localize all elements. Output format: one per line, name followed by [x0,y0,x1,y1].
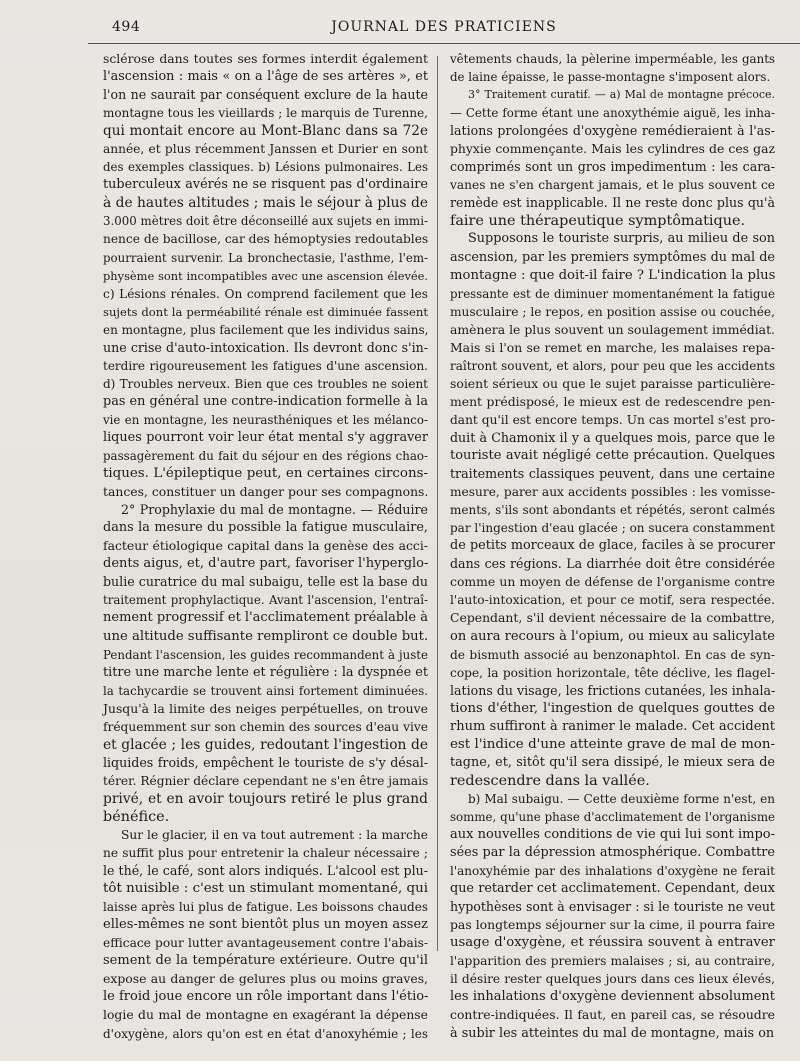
text-line: de petits morceaux de glace, faciles à se procurer [450,538,775,554]
left-column [103,50,428,1043]
text-line: vanes ne s'en chargent jamais, et le plus souvent ce [450,178,775,193]
text-line: cope, la position horizontale, tête déclive, les flagel- [450,665,775,680]
text-line: l'ascension : mais « on a l'âge de ses artères », et [103,69,428,85]
text-line: Jusqu'à la limite des neiges perpétuelles, on trouve [103,700,428,716]
text-line: pressante est de diminuer momentanément la fatigue [450,286,775,301]
text-line: tions d'éther, l'ingestion de quelques gouttes de [450,700,775,716]
text-line: comme un moyen de défense de l'organisme contre [450,574,775,590]
text-line: Supposons le touriste surpris, au milieu de son [468,231,775,247]
text-line: l'anoxyhémie par des inhalations d'oxygène ne ferait [450,864,775,879]
page-header [88,17,800,44]
text-line: une crise d'auto-intoxication. Ils devront donc s'in- [103,339,428,355]
text-line: comprimés sont un gros impedimentum : les cara- [450,159,775,175]
running-title: JOURNAL DES PRATICIENS [331,19,557,35]
text-line: soient sérieux ou que le sujet paraisse particulière- [450,375,775,391]
text-line: expose au danger de gelures plus ou moins graves, [103,971,428,987]
text-line: musculaire ; le repos, en position assise ou couchée, [450,304,775,319]
text-line: b) Mal subaigu. — Cette deuxième forme n'est, en [468,791,775,806]
text-line: le thé, le café, sont alors indiqués. L'alcool est plu- [103,863,428,879]
text-line: titre une marche lente et régulière : la dyspnée et [103,664,428,680]
page-number: 494 [112,19,141,35]
text-line: somme, qu'une phase d'acclimatement de l'organisme [450,809,775,824]
text-line: pourraient survenir. La bronchectasie, l'asthme, l'em- [103,250,428,265]
text-line: Sur le glacier, il en va tout autrement : la marche [121,828,428,843]
text-line: aux nouvelles conditions de vie qui lui sont impo- [450,827,775,843]
text-line: 3.000 mètres doit être déconseillé aux sujets en immi- [103,214,428,229]
text-line: c) Lésions rénales. On comprend facilement que les [103,286,428,301]
text-line: contre-indiquées. Il faut, en pareil cas, se résoudre [450,1007,775,1023]
text-line: sujets dont la perméabilité rénale est diminuée fassent [103,304,428,319]
text-line: tuberculeux avérés ne se risquent pas d'ordinaire [103,177,428,193]
text-line: qui montait encore au Mont-Blanc dans sa 72e [103,123,428,140]
text-line: mesure, parer aux accidents possibles : les vomisse- [450,485,775,500]
text-line: dents aigus, et, d'autre part, favoriser l'hyperglo- [103,556,429,572]
text-line: bénéfice. [103,808,170,825]
text-line: la tachycardie se trouvent ainsi fortement diminuées. [103,683,428,698]
text-line: phyxie commençante. Mais les cylindres de ces gaz [450,141,775,157]
text-line: redescendre dans la vallée. [450,772,650,789]
text-line: efficace pour lutter avantageusement contre l'abais- [103,936,428,951]
text-line: l'on ne saurait par conséquent exclure de la haute [103,87,428,103]
text-line: année, et plus récemment Janssen et Durier en sont [103,142,428,157]
text-line: tances, constituer un danger pour ses compagnons. [103,484,429,500]
text-line: et glacée ; les guides, redoutant l'ingestion de [103,736,428,753]
text-line: à de hautes altitudes ; mais le séjour à plus de [103,195,428,212]
text-line: le froid joue encore un rôle important dans l'étio- [103,989,429,1005]
text-line: elles-mêmes ne sont bientôt plus un moyen assez [103,917,428,933]
text-line: traitements classiques peuvent, dans une certaine [450,466,775,482]
text-line: tiques. L'épileptique peut, en certaines circons- [103,466,428,482]
text-line: fréquemment sur son chemin des sources d'eau vive [103,719,428,734]
text-line: dant qu'il est encore temps. Un cas mortel s'est pro- [450,412,775,427]
text-line: pas en général une contre-indication formelle à la [103,393,428,409]
text-line: logie du mal de montagne en exagérant la dépense [103,1007,428,1023]
text-line: sement de la température extérieure. Outre qu'il [103,953,428,969]
text-line: les inhalations d'oxygène deviennent absolument [450,989,775,1005]
text-line: amènera le plus souvent un soulagement immédiat. [450,321,775,337]
text-line: privé, et en avoir toujours retiré le plus grand [103,790,428,807]
text-line: que retarder cet acclimatement. Cependant, deux [450,881,775,897]
text-line: Mais si l'on se remet en marche, les malaises repa- [450,339,775,355]
text-line: laisse après lui plus de fatigue. Les boissons chaudes [103,900,428,915]
text-line: de bismuth associé au benzonaphtol. En cas de syn- [450,647,775,662]
text-line: usage d'oxygène, et réussira souvent à entraver [450,935,775,951]
text-line: ne suffit plus pour entretenir la chaleur nécessaire ; [103,846,428,861]
text-line: dans ces régions. La diarrhée doit être considérée [450,556,775,572]
text-line: dans la mesure du possible la fatigue musculaire, [103,520,428,536]
text-line: sclérose dans toutes ses formes interdit également [103,51,428,66]
text-line: passagèrement du fait du séjour en des régions chao- [103,449,428,464]
text-line: de laine épaisse, le passe-montagne s'imposent alors. [450,70,771,85]
text-line: bulie curatrice du mal subaigu, telle est la base du [103,574,428,590]
text-line: il désire rester quelques jours dans ces lieux élevés, [450,972,775,987]
text-line: l'auto-intoxication, et pour ce motif, sera respectée. [450,593,775,608]
text-line: nence de bacillose, car des hémoptysies redoutables [103,232,429,247]
text-line: faire une thérapeutique symptômatique. [450,213,746,230]
text-line: sées par la dépression atmosphérique. Combattre [450,845,775,861]
text-line: physème sont incompatibles avec une ascension élevée. [103,268,428,283]
text-line: d) Troubles nerveux. Bien que ces troubles ne soient [103,376,428,391]
text-line: en montagne, plus facilement que les individus sains, [103,322,429,337]
text-line: térer. Régnier déclare cependant ne s'en être jamais [103,773,429,788]
text-line: tôt nuisible : c'est un stimulant momentané, qui [103,881,428,897]
text-line: terdire rigoureusement les fatigues d'une ascension. [103,358,428,373]
text-line: montagne tous les vieillards ; le marquis de Turenne, [103,106,428,121]
text-line: est l'indice d'une atteinte grave de mal de mon- [450,736,775,752]
text-line: 2° Prophylaxie du mal de montagne. — Réduire [121,502,428,518]
text-line: liques pourront voir leur état mental s'y aggraver [103,429,428,445]
text-line: nement progressif et l'acclimatement préalable à [103,610,428,626]
text-line: vêtements chauds, la pèlerine imperméable, les gants [450,52,775,66]
text-line: 3° Traitement curatif. — a) Mal de montagne précoce. [468,88,775,102]
text-line: ment prédisposé, le mieux est de redescendre pen- [450,393,775,409]
text-line: lations prolongées d'oxygène remédieraient à l'as- [450,123,775,139]
text-line: des exemples classiques. b) Lésions pulmonaires. Les [103,160,428,175]
text-line: montagne : que doit-il faire ? L'indication la plus [450,267,776,283]
text-line: on aura recours à l'opium, ou mieux au salicylate [450,628,775,644]
text-line: ascension, par les premiers symptômes du mal de [450,249,775,265]
text-line: rhum suffiront à ranimer le malade. Cet accident [450,718,775,734]
text-line: touriste avait négligé cette précaution. Quelques [450,448,775,464]
text-line: Pendant l'ascension, les guides recommandent à juste [103,647,428,662]
text-line: pas longtemps séjourner sur la cime, il pourra faire [450,917,775,933]
text-line: hypothèses sont à envisager : si le touriste ne veut [450,899,775,915]
text-line: par l'ingestion d'eau glacée ; on sucera constamment [450,521,775,536]
text-line: lations du visage, les frictions cutanées, les inhala- [450,682,776,698]
text-line: raîtront souvent, et alors, pour peu que les accidents [450,358,775,373]
text-line: duit à Chamonix il y a quelques mois, parce que le [450,429,775,445]
text-line: liquides froids, empêchent le touriste de s'y désal- [103,754,428,770]
text-line: vie en montagne, les neurasthéniques et les mélanco- [103,412,428,427]
column-divider [437,56,438,951]
text-line: traitement prophylactique. Avant l'ascension, l'entraî- [103,593,428,608]
text-line: tagne, et, sitôt qu'il sera dissipé, le mieux sera de [450,754,775,770]
right-column [450,50,775,1043]
text-line: à subir les atteintes du mal de montagne, mais on [450,1025,775,1041]
text-line: l'apparition des premiers malaises ; si, au contraire, [450,954,775,969]
text-line: remède est inapplicable. Il ne reste donc plus qu'à [450,195,775,211]
text-line: ments, s'ils sont abondants et répétés, seront calmés [450,503,775,518]
text-line: facteur étiologique capital dans la genèse des acci- [103,538,428,554]
text-line: — Cette forme étant une anoxythémie aiguë, les inha- [450,106,775,121]
text-line: Cependant, s'il devient nécessaire de la combattre, [450,610,775,626]
text-line: une altitude suffisante rempliront ce double but. [103,628,429,644]
text-line: d'oxygène, alors qu'on est en état d'anoxyhémie ; les [103,1026,428,1041]
